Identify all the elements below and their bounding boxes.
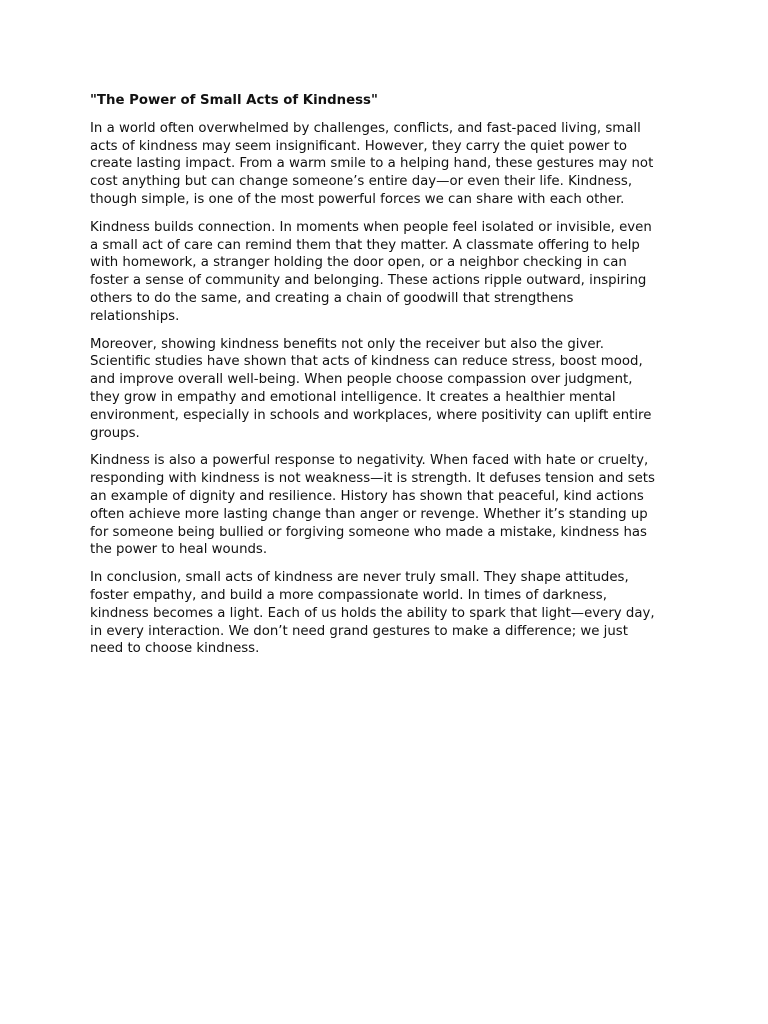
paragraph-line: with homework, a stranger holding the door open, or a neighbor checking in can (90, 255, 627, 271)
paragraph-line: environment, especially in schools and workplaces, where positivity can uplift entire (90, 407, 652, 423)
paragraph-line: kindness becomes a light. Each of us holds the ability to spark that light—every day, (90, 605, 655, 621)
paragraph-line: In conclusion, small acts of kindness are never truly small. They shape attitudes, (90, 570, 629, 586)
paragraph-line: need to choose kindness. (90, 641, 260, 657)
paragraph-line: a small act of care can remind them that they matter. A classmate offering to help (90, 237, 640, 253)
document-title: "The Power of Small Acts of Kindness" (90, 93, 378, 108)
paragraph-line: groups. (90, 425, 140, 441)
paragraph-line: cost anything but can change someone’s entire day—or even their life. Kindness, (90, 174, 633, 190)
paragraph-line: others to do the same, and creating a chain of goodwill that strengthens (90, 290, 574, 306)
paragraph-1 (90, 120, 680, 209)
paragraph-4 (90, 452, 680, 559)
paragraph-line: though simple, is one of the most powerful forces we can share with each other. (90, 191, 625, 207)
paragraph-line: Kindness is also a powerful response to negativity. When faced with hate or cruelty, (90, 453, 649, 469)
paragraph-line: Scientific studies have shown that acts of kindness can reduce stress, boost mood, (90, 354, 643, 370)
paragraph-line: an example of dignity and resilience. History has shown that peaceful, kind actions (90, 488, 644, 504)
paragraph-line: foster a sense of community and belonging. These actions ripple outward, inspiring (90, 273, 647, 289)
paragraph-line: Kindness builds connection. In moments when people feel isolated or invisible, even (90, 219, 652, 235)
paragraph-line: in every interaction. We don’t need grand gestures to make a difference; we just (90, 623, 628, 639)
paragraph-line: they grow in empathy and emotional intelligence. It creates a healthier mental (90, 389, 616, 405)
paragraph-line: Moreover, showing kindness benefits not only the receiver but also the giver. (90, 336, 604, 352)
paragraph-line: relationships. (90, 308, 180, 324)
document-page (90, 92, 680, 668)
paragraph-line: responding with kindness is not weakness—it is strength. It defuses tension and sets (90, 471, 655, 487)
paragraph-line: acts of kindness may seem insignificant. However, they carry the quiet power to (90, 138, 627, 154)
paragraph-5 (90, 569, 680, 658)
paragraph-line: In a world often overwhelmed by challenges, conflicts, and fast-paced living, small (90, 120, 641, 136)
paragraph-line: the power to heal wounds. (90, 542, 268, 558)
paragraph-line: often achieve more lasting change than anger or revenge. Whether it’s standing up (90, 506, 648, 522)
paragraph-line: for someone being bullied or forgiving someone who made a mistake, kindness has (90, 524, 647, 540)
paragraph-2 (90, 219, 680, 326)
paragraph-line: and improve overall well-being. When people choose compassion over judgment, (90, 372, 633, 388)
paragraph-3 (90, 336, 680, 443)
paragraph-line: foster empathy, and build a more compassionate world. In times of darkness, (90, 587, 607, 603)
paragraph-line: create lasting impact. From a warm smile to a helping hand, these gestures may not (90, 156, 654, 172)
